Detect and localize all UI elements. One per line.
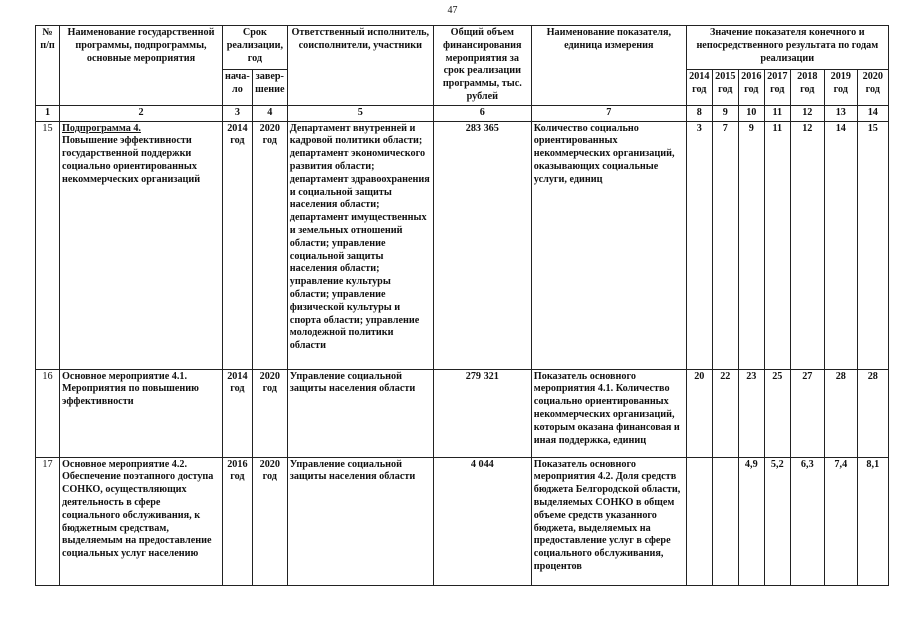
row-value-2017: 11 [764,121,790,369]
row-value-2014: 20 [686,369,712,457]
column-number: 9 [712,105,738,121]
header-executor: Ответственный исполнитель, соисполнители, участники [287,26,433,106]
header-term-start: нача-ло [223,69,253,105]
row-indicator: Количество социально ориентированных некоммерческих организаций, оказывающих социальные услуги, единиц [531,121,686,369]
row-value-2016: 4,9 [738,457,764,585]
row-start-year: 2016 год [223,457,253,585]
row-value-2017: 25 [764,369,790,457]
table-row [36,369,889,457]
row-executor: Управление социальной защиты населения области [287,369,433,457]
row-value-2014: 3 [686,121,712,369]
row-name: Основное мероприятие 4.1. Мероприятия по повышению эффективности [60,369,223,457]
row-value-2020: 28 [857,369,888,457]
column-number: 11 [764,105,790,121]
header-total: Общий объем финансирования мероприятия за срок реализации программы, тыс. рублей [433,26,531,106]
table-row [36,457,889,585]
header-term: Срок реализации, год [223,26,288,70]
table-row [36,121,889,369]
column-number: 3 [223,105,253,121]
column-number: 10 [738,105,764,121]
column-number: 6 [433,105,531,121]
row-value-2016: 23 [738,369,764,457]
row-end-year: 2020 год [252,457,287,585]
column-number: 5 [287,105,433,121]
row-value-2014 [686,457,712,585]
row-value-2017: 5,2 [764,457,790,585]
row-value-2015: 7 [712,121,738,369]
header-year-2018: 2018 год [790,69,824,105]
column-number: 1 [36,105,60,121]
header-year-2016: 2016 год [738,69,764,105]
header-year-2014: 2014 год [686,69,712,105]
row-indicator: Показатель основного мероприятия 4.1. Количество социально ориентированных некоммерческих организаций, которым оказана финансовая и иная поддержка, единиц [531,369,686,457]
header-indicator: Наименование показателя, единица измерения [531,26,686,106]
header-term-end: завер-шение [252,69,287,105]
column-number: 13 [824,105,857,121]
column-number: 2 [60,105,223,121]
row-value-2015 [712,457,738,585]
column-number: 8 [686,105,712,121]
subprogram-label: Подпрограмма 4. [62,122,141,134]
header-year-2017: 2017 год [764,69,790,105]
row-value-2019: 28 [824,369,857,457]
column-number: 12 [790,105,824,121]
row-end-year: 2020 год [252,369,287,457]
header-year-2015: 2015 год [712,69,738,105]
row-total: 283 365 [433,121,531,369]
row-start-year: 2014 год [223,369,253,457]
header-year-2020: 2020 год [857,69,888,105]
row-number: 16 [36,369,60,457]
header-name: Наименование государственной программы, подпрограммы, основные мероприятия [60,26,223,106]
column-number: 4 [252,105,287,121]
row-start-year: 2014 год [223,121,253,369]
row-value-2019: 14 [824,121,857,369]
row-name [60,121,223,369]
column-number: 14 [857,105,888,121]
row-value-2018: 27 [790,369,824,457]
row-number: 15 [36,121,60,369]
column-number: 7 [531,105,686,121]
row-value-2016: 9 [738,121,764,369]
subprogram-title: Повышение эффективности государственной поддержки социально ориентированных некоммерческих организаций [62,135,201,185]
row-value-2020: 15 [857,121,888,369]
row-value-2015: 22 [712,369,738,457]
row-end-year: 2020 год [252,121,287,369]
header-no: № п/п [36,26,60,106]
row-total: 4 044 [433,457,531,585]
row-value-2019: 7,4 [824,457,857,585]
row-value-2018: 6,3 [790,457,824,585]
row-indicator: Показатель основного мероприятия 4.2. Доля средств бюджета Белгородской области, выделяемых СОНКО в общем объеме средств указанного бюджета, выделяемых на предоставление услуг в сфере социального обслуживания, процентов [531,457,686,585]
header-year-2019: 2019 год [824,69,857,105]
header-values: Значение показателя конечного и непосредственного результата по годам реализации [686,26,888,70]
program-table [35,25,889,586]
row-name: Основное мероприятие 4.2. Обеспечение поэтапного доступа СОНКО, осуществляющих деятельность в сфере социального обслуживания, к бюджетным средствам, выделяемым на предоставление социальных услуг населению [60,457,223,585]
row-value-2018: 12 [790,121,824,369]
row-value-2020: 8,1 [857,457,888,585]
row-total: 279 321 [433,369,531,457]
row-executor: Управление социальной защиты населения области [287,457,433,585]
page-number: 47 [447,5,458,16]
row-executor: Департамент внутренней и кадровой политики области; департамент экономического развития области; департамент здравоохранения и социальной защиты населения области; департамент имущественных и земельных отношений области; управление социальной защиты населения области; управление культуры области; управление физической культуры и спорта области; управление молодежной политики области [287,121,433,369]
row-number: 17 [36,457,60,585]
